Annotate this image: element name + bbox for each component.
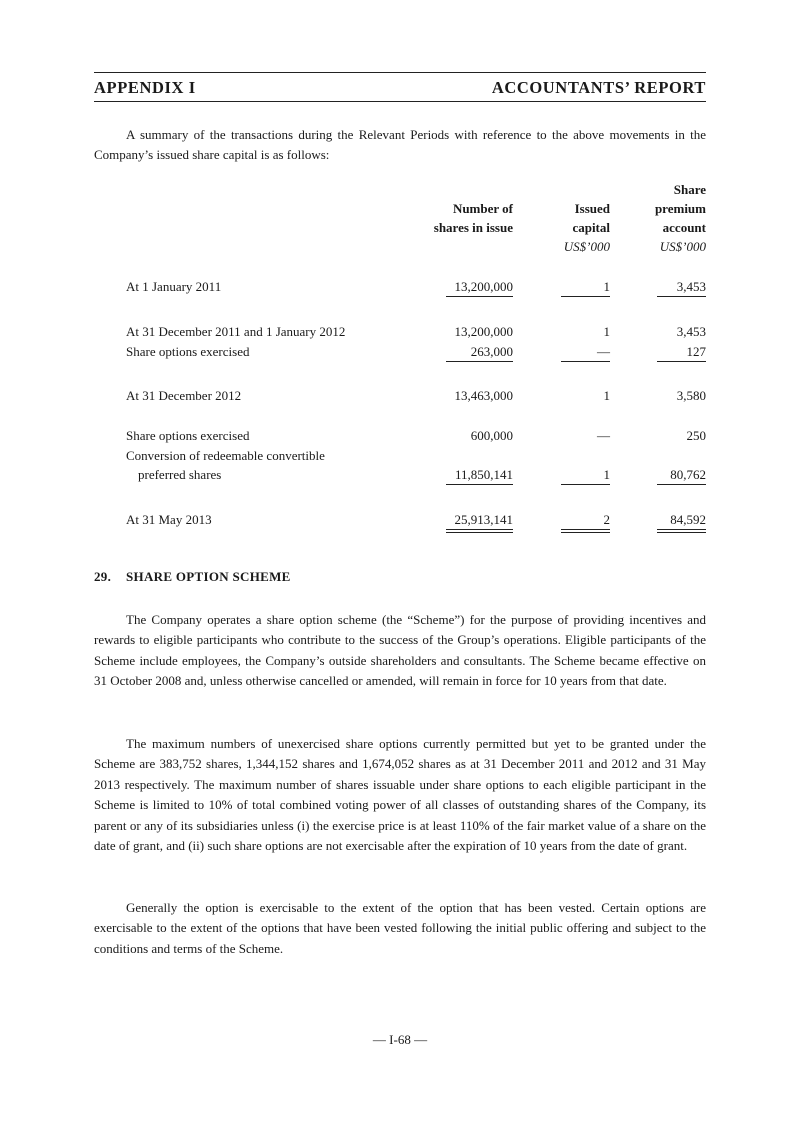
- subtotal-rule: [657, 296, 706, 297]
- scheme-paragraph-1: [94, 610, 706, 692]
- report-title: ACCOUNTANTS’ REPORT: [491, 78, 706, 97]
- header-top-rule: [94, 72, 706, 73]
- col-premium-line-2: account: [662, 220, 706, 235]
- subtotal-rule: [561, 296, 610, 297]
- row-label: At 31 December 2012: [126, 388, 242, 403]
- header-bottom-rule: [94, 101, 706, 102]
- row-label: Conversion of redeemable convertible: [126, 448, 325, 463]
- row-premium-value: 3,580: [676, 388, 706, 403]
- row-premium-value: 84,592: [670, 512, 706, 527]
- row-shares-value: 600,000: [470, 428, 513, 443]
- section-number: 29.: [94, 569, 112, 584]
- row-premium-value: 3,453: [676, 324, 706, 339]
- row-shares-value: 263,000: [470, 344, 513, 359]
- section-heading: [94, 569, 291, 585]
- col-premium-heading: [655, 180, 706, 237]
- row-label: At 31 December 2011 and 1 January 2012: [126, 324, 346, 339]
- row-label: At 1 January 2011: [126, 279, 222, 294]
- row-premium-value: 127: [686, 344, 706, 359]
- row-capital-value: 1: [603, 324, 610, 339]
- intro-paragraph: [94, 125, 706, 166]
- col-shares-line-1: Number of: [452, 201, 513, 216]
- col-capital-heading: [572, 180, 610, 237]
- row-shares-value: 13,463,000: [454, 388, 513, 403]
- page-number: — I-68 —: [372, 1032, 428, 1047]
- total-double-rule: [657, 529, 706, 533]
- col-shares-heading: [434, 180, 513, 237]
- total-double-rule: [561, 529, 610, 533]
- row-capital-value: —: [597, 344, 610, 359]
- row-capital-value: 1: [603, 279, 610, 294]
- col-capital-unit: US$’000: [563, 239, 610, 254]
- col-shares-line-0: [434, 180, 513, 199]
- subtotal-rule: [561, 361, 610, 362]
- subtotal-rule: [446, 484, 513, 485]
- col-capital-line-1: Issued: [574, 201, 610, 216]
- row-capital-value: 1: [603, 467, 610, 482]
- row-label: Share options exercised: [126, 344, 250, 359]
- row-premium-value: 80,762: [670, 467, 706, 482]
- col-capital-line-2: capital: [572, 220, 610, 235]
- row-label: Share options exercised: [126, 428, 250, 443]
- subtotal-rule: [561, 484, 610, 485]
- section-title: SHARE OPTION SCHEME: [126, 569, 291, 584]
- row-shares-value: 25,913,141: [454, 512, 513, 527]
- paragraph-text: The Company operates a share option scheme (the “Scheme”) for the purpose of providing incentives and rewards to eligible participants who contribute to the success of the Group’s operations. Eligible participants of the Scheme include employees, the Company’s outside shareholders and consultants. The Scheme became effective on 31 October 2008 and, unless otherwise cancelled or amended, will remain in force for 10 years from that date.: [94, 612, 706, 689]
- subtotal-rule: [446, 361, 513, 362]
- col-premium-line-0: Share: [673, 182, 706, 197]
- col-premium-line-1: premium: [654, 201, 706, 216]
- subtotal-rule: [657, 361, 706, 362]
- col-shares-line-2: shares in issue: [433, 220, 513, 235]
- row-premium-value: 3,453: [676, 279, 706, 294]
- row-capital-value: 1: [603, 388, 610, 403]
- subtotal-rule: [657, 484, 706, 485]
- scheme-paragraph-3: [94, 898, 706, 959]
- row-shares-value: 13,200,000: [454, 324, 513, 339]
- total-double-rule: [446, 529, 513, 533]
- row-label: At 31 May 2013: [126, 512, 212, 527]
- col-premium-unit: US$’000: [659, 239, 706, 254]
- row-label-continued: preferred shares: [138, 467, 222, 482]
- row-capital-value: —: [597, 428, 610, 443]
- appendix-label: APPENDIX I: [94, 78, 196, 97]
- row-shares-value: 11,850,141: [454, 467, 513, 482]
- row-premium-value: 250: [686, 428, 706, 443]
- col-capital-line-0: [572, 180, 610, 199]
- row-capital-value: 2: [603, 512, 610, 527]
- scheme-paragraph-2: [94, 734, 706, 856]
- intro-text: A summary of the transactions during the Relevant Periods with reference to the above movements in the Company’s issued share capital is as follows:: [94, 127, 706, 163]
- subtotal-rule: [446, 296, 513, 297]
- paragraph-text: The maximum numbers of unexercised share options currently permitted but yet to be granted under the Scheme are 383,752 shares, 1,344,152 shares and 1,674,052 shares as at 31 December 2011 and 2012 and 31 May 2013 respectively. The maximum number of shares issuable under share options to each eligible participant in the Scheme is limited to 10% of total combined voting power of all classes of outstanding shares of the Company, its parent or any of its subsidiaries unless (i) the exercise price is at least 110% of the fair market value of a share on the date of grant, and (ii) such share options are not exercisable after the expiration of 10 years from the date of grant.: [94, 736, 706, 854]
- paragraph-text: Generally the option is exercisable to the extent of the option that has been vested. Certain options are exercisable to the extent of the options that have been vested following the initial public offering and subject to the conditions and terms of the Scheme.: [94, 900, 706, 956]
- row-shares-value: 13,200,000: [454, 279, 513, 294]
